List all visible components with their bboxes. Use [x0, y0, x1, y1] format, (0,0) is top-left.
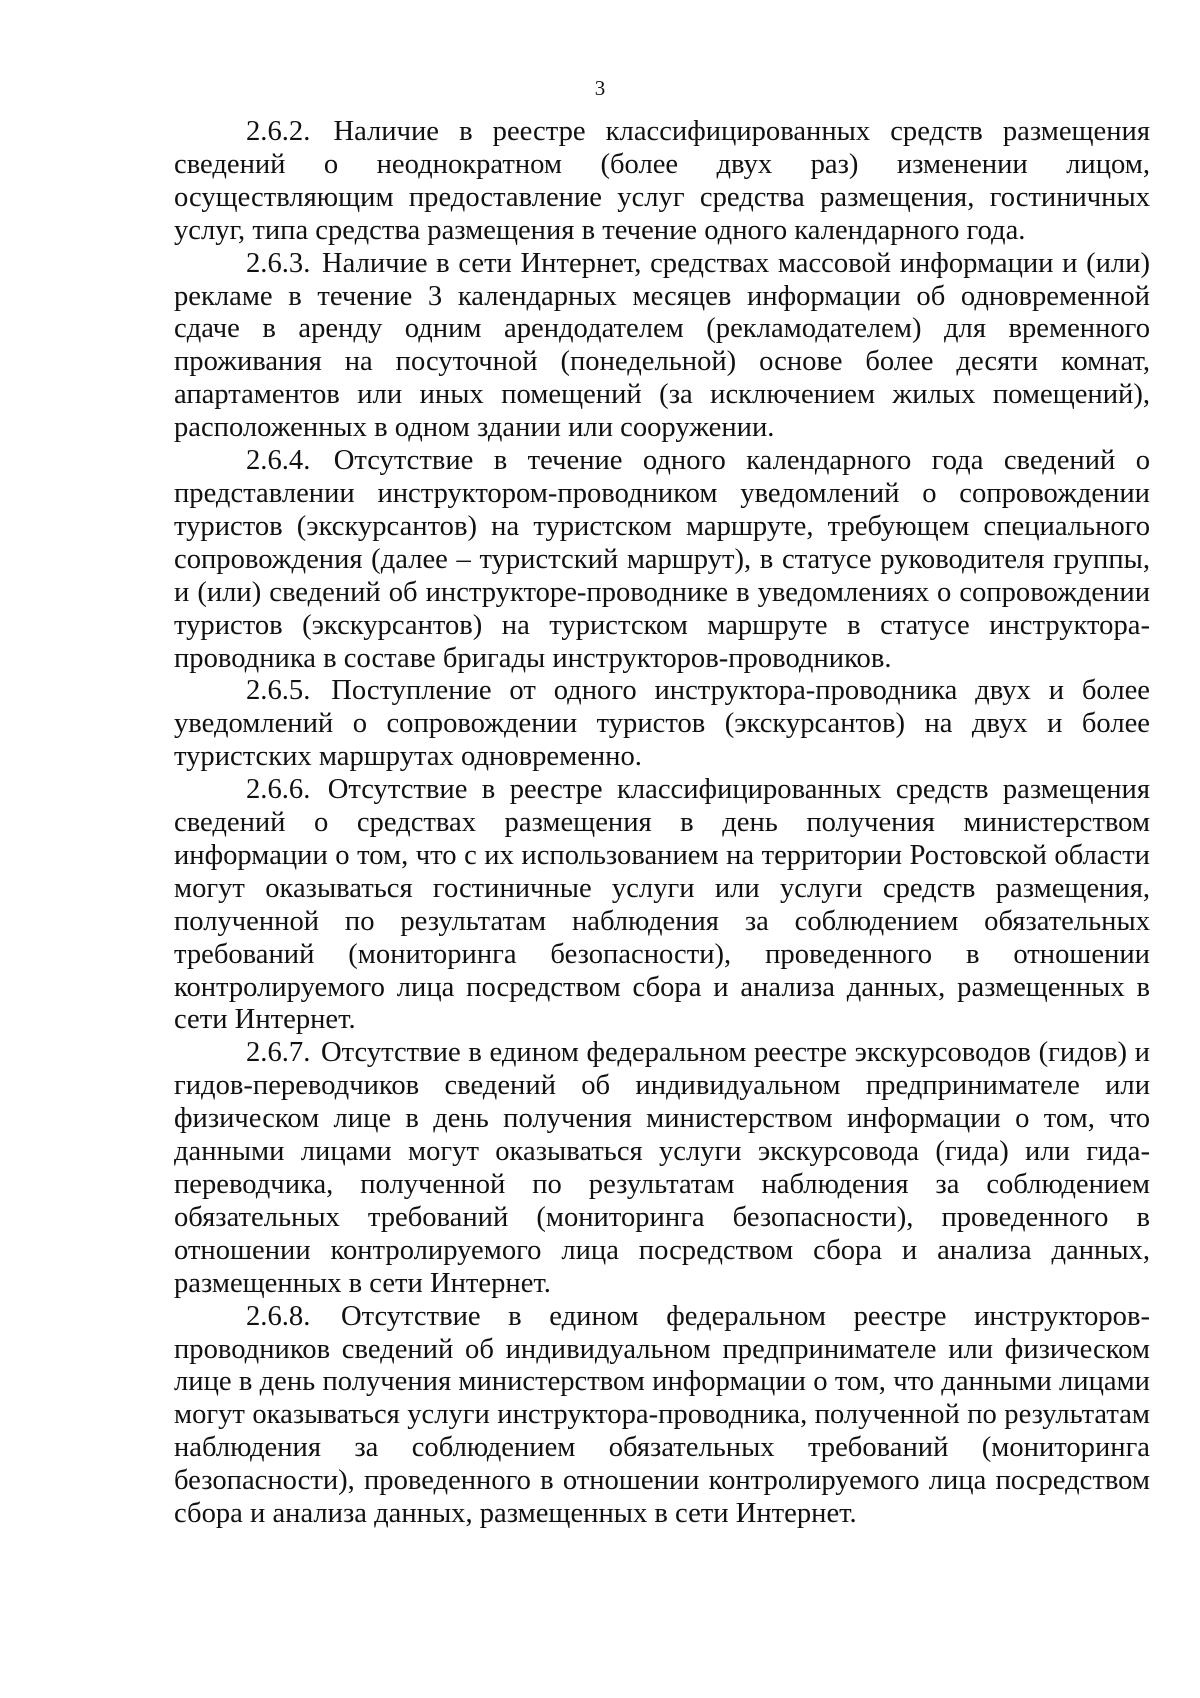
paragraph-2-6-3 [174, 248, 1150, 445]
paragraph-number: 2.6.7. [246, 1037, 311, 1069]
paragraph-text: Отсутствие в едином федеральном реестре экскурсоводов (гидов) и гидов-переводчиков сведений об индивидуальном предпринимателе или физическом лице в день получения министерством информации о том, что данными лицами могут оказываться услуги экскурсовода (гида) или гида-переводчика, полученной по результатам наблюдения за соблюдением обязательных требований (мониторинга безопасности), проведенного в отношении контролируемого лица посредством сбора и анализа данных, размещенных в сети Интернет. [174, 1037, 1150, 1299]
paragraph-text: Поступление от одного инструктора-проводника двух и более уведомлений о сопровождении туристов (экскурсантов) на двух и более туристских маршрутах одновременно. [174, 675, 1150, 773]
paragraph-text: Наличие в реестре классифицированных средств размещения сведений о неоднократном (более двух раз) изменении лицом, осуществляющим предоставление услуг средства размещения, гостиничных услуг, типа средства размещения в течение одного календарного года. [174, 116, 1150, 246]
paragraph-number: 2.6.3. [246, 247, 311, 279]
document-body [174, 116, 1150, 1531]
paragraph-text: Наличие в сети Интернет, средствах массовой информации и (или) рекламе в течение 3 календарных месяцев информации об одновременной сдаче в аренду одним арендодателем (рекламодателем) для временного проживания на посуточной (понедельной) основе более десяти комнат, апартаментов или иных помещений (за исключением жилых помещений), расположенных в одном здании или сооружении. [174, 247, 1150, 444]
paragraph-2-6-2 [174, 116, 1150, 248]
paragraph-number: 2.6.2. [246, 116, 311, 147]
paragraph-number: 2.6.5. [246, 675, 311, 707]
paragraph-text: Отсутствие в течение одного календарного года сведений о представлении инструктором-проводником уведомлений о сопровождении туристов (экскурсантов) на туристском маршруте, требующем специального сопровождения (далее – туристский маршрут), в статусе руководителя группы, и (или) сведений об инструкторе-проводнике в уведомлениях о сопровождении туристов (экскурсантов) на туристском маршруте в статусе инструктора-проводника в составе бригады инструкторов-проводников. [174, 445, 1150, 674]
page-number: 3 [594, 76, 606, 100]
paragraph-number: 2.6.8. [246, 1300, 311, 1332]
paragraph-2-6-6 [174, 774, 1150, 1037]
paragraph-2-6-7 [174, 1037, 1150, 1300]
paragraph-text: Отсутствие в реестре классифицированных средств размещения сведений о средствах размещения в день получения министерством информации о том, что с их использованием на территории Ростовской области могут оказываться гостиничные услуги или услуги средств размещения, полученной по результатам наблюдения за соблюдением обязательных требований (мониторинга безопасности), проведенного в отношении контролируемого лица посредством сбора и анализа данных, размещенных в сети Интернет. [174, 774, 1150, 1036]
paragraph-text: Отсутствие в едином федеральном реестре инструкторов-проводников сведений об индивидуальном предпринимателе или физическом лице в день получения министерством информации о том, что данными лицами могут оказываться услуги инструктора-проводника, полученной по результатам наблюдения за соблюдением обязательных требований (мониторинга безопасности), проведенного в отношении контролируемого лица посредством сбора и анализа данных, размещенных в сети Интернет. [174, 1300, 1150, 1530]
paragraph-2-6-8 [174, 1301, 1150, 1531]
paragraph-number: 2.6.6. [246, 774, 311, 806]
paragraph-number: 2.6.4. [246, 445, 311, 477]
paragraph-2-6-4 [174, 445, 1150, 675]
paragraph-2-6-5 [174, 675, 1150, 774]
